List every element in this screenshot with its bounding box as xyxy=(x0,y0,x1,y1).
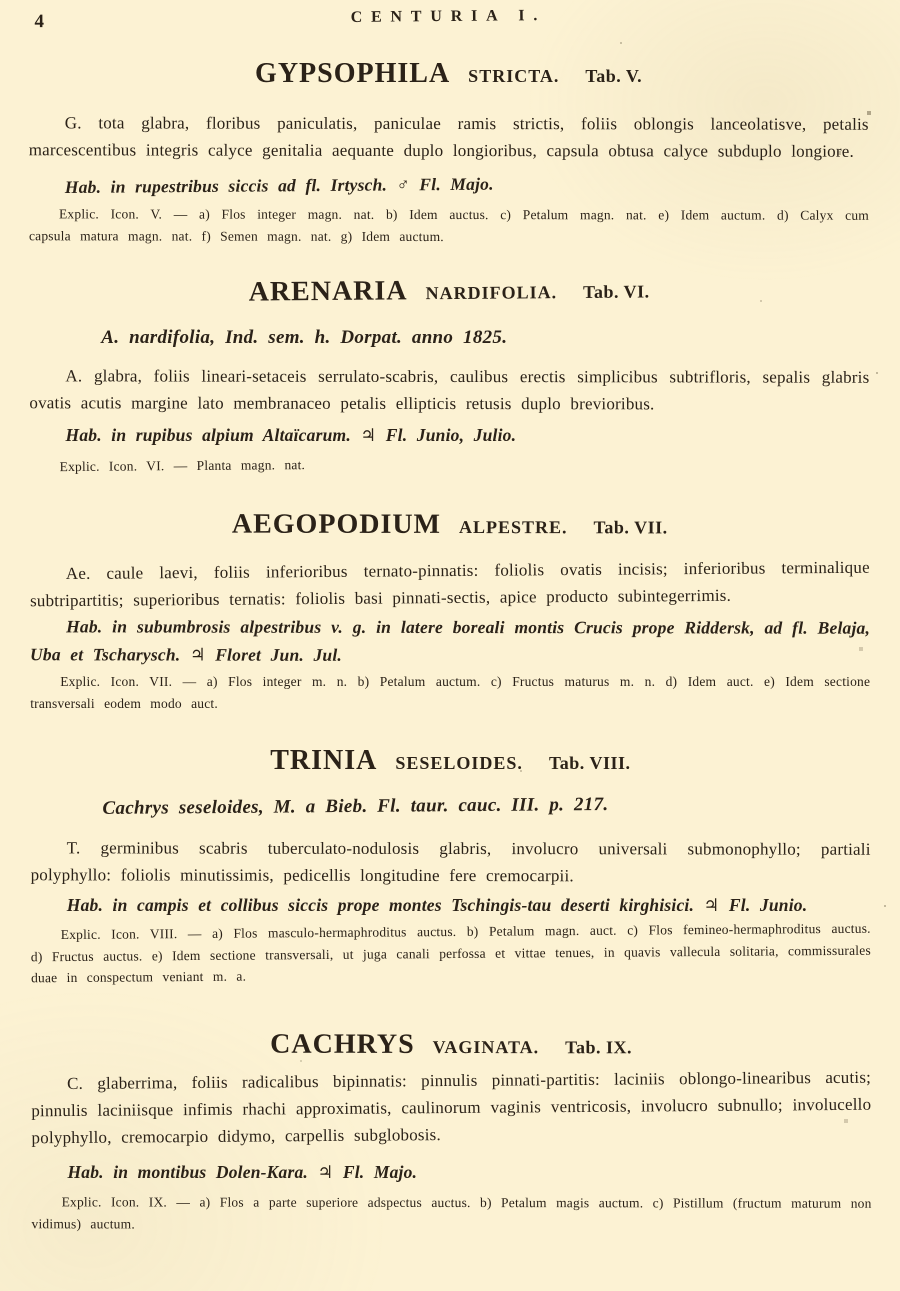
plate-reference: Tab. VIII. xyxy=(548,752,631,773)
species-description: A. glabra, foliis lineari-setaceis serrulato-scabris, caulibus erectis simplicibus subtrifloris, sepalis glabris ovatis acutis margine lato membranaceo petalis ellipticis retusis duplo brevioribus. xyxy=(29,366,870,414)
synonym-citation: Cachrys seseloides, M. a Bieb. Fl. taur. cauc. III. p. 217. xyxy=(102,793,609,819)
species-heading xyxy=(31,1028,871,1061)
explication-line: Explic. Icon. VI. — Planta magn. nat. xyxy=(59,457,306,475)
habitat-line: Hab. in montibus Dolen-Kara. ♃ Fl. Majo. xyxy=(67,1161,418,1182)
plate-reference: Tab. V. xyxy=(585,66,643,87)
genus-name: GYPSOPHILA xyxy=(255,58,451,90)
running-title: CENTURIA I. xyxy=(350,7,547,26)
species-heading xyxy=(30,508,870,541)
page-header xyxy=(28,7,868,33)
synonym-citation: A. nardifolia, Ind. sem. h. Dorpat. anno 1825. xyxy=(101,326,508,348)
species-epithet: VAGINATA. xyxy=(432,1036,540,1058)
species-epithet: STRICTA. xyxy=(468,66,560,87)
page-number: 4 xyxy=(34,11,44,33)
species-entry xyxy=(29,57,869,248)
plate-reference: Tab. VI. xyxy=(583,281,650,302)
plate-reference: Tab. IX. xyxy=(565,1037,633,1058)
habitat-line: Hab. in campis et collibus siccis prope montes Tschingis-tau deserti kirghisici. ♃ Fl. Junio. xyxy=(66,894,808,915)
genus-name: ARENARIA xyxy=(248,275,408,308)
species-description: C. glaberrima, foliis radicalibus bipinnatis: pinnulis pinnati-partitis: laciniis oblongo-linearibus acutis; pinnulis laciniisque infimis rhachi approximatis, caulinorum vaginis ventricosis, involucro subnullo; involucello polyphyllo, cremocarpio didymo, carpellis subglobosis. xyxy=(31,1067,872,1148)
species-epithet: SESELOIDES. xyxy=(395,752,523,773)
species-entry xyxy=(31,1028,872,1236)
species-heading xyxy=(29,58,869,90)
species-entry xyxy=(29,274,870,476)
habitat-line: Hab. in rupibus alpium Altaïcarum. ♃ Fl. Junio, Julio. xyxy=(65,425,517,446)
habitat-line: Hab. in subumbrosis alpestribus v. g. in latere boreali montis Crucis prope Riddersk, ad fl. Belaja, Uba et Tscharysch. ♃ Floret Jun. Jul. xyxy=(30,615,871,665)
explication-line: Explic. Icon. IX. — a) Flos a parte superiore adspectus auctus. b) Petalum magis auctum. c) Pistillum (fructum maturum non vidimus) auctum. xyxy=(31,1194,872,1231)
genus-name: CACHRYS xyxy=(270,1028,415,1060)
species-description: Ae. caule laevi, foliis inferioribus ternato-pinnatis: foliolis ovatis incisis; inferioribus terminalique subtripartitis; superioribus ternatis: foliolis basi pinnati-sectis, apice producto subintegerrimis. xyxy=(29,557,870,610)
species-description: G. tota glabra, floribus paniculatis, paniculae ramis strictis, foliis oblongis lanceolatisve, petalis marcescentibus integris calyce genitalia aequante duplo longioribus, capsula obtusa calyce subduplo longiore. xyxy=(28,113,869,161)
explication-line: Explic. Icon. V. — a) Flos integer magn. nat. b) Idem auctus. c) Petalum magn. nat. e) Idem auctum. d) Calyx cum capsula matura magn. nat. f) Semen magn. nat. g) Idem auctum. xyxy=(28,206,870,244)
genus-name: AEGOPODIUM xyxy=(231,508,442,540)
genus-name: TRINIA xyxy=(270,744,378,776)
species-epithet: ALPESTRE. xyxy=(458,516,568,537)
species-entry xyxy=(30,743,871,986)
species-description: T. germinibus scabris tuberculato-nodulosis glabris, involucro universali submonophyllo; partiali polyphyllo: foliolis minutissimis, pedicellis longitudine fere cremocarpii. xyxy=(30,837,871,885)
species-entry xyxy=(30,507,871,714)
explication-line: Explic. Icon. VII. — a) Flos integer m. n. b) Petalum auctum. c) Fructus maturus m. n. d) Idem auct. e) Idem sectione transversali eodem modo auct. xyxy=(30,673,871,710)
species-epithet: NARDIFOLIA. xyxy=(425,282,558,304)
species-heading xyxy=(29,272,869,311)
plate-reference: Tab. VII. xyxy=(593,516,668,537)
explication-line: Explic. Icon. VIII. — a) Flos masculo-hermaphroditus auctus. b) Petalum magn. auct. c) Flos femineo-hermaphroditus auctus. d) Fructus auctus. e) Idem sectione transversali, ut juga canali perfossa et vittae tenues, in quavis vallecula solitaria, commissurales duae in conspectum veniant m. a. xyxy=(30,920,871,985)
habitat-line: Hab. in rupestribus siccis ad fl. Irtysch. ♂ Fl. Majo. xyxy=(64,173,494,198)
species-heading xyxy=(30,744,870,776)
